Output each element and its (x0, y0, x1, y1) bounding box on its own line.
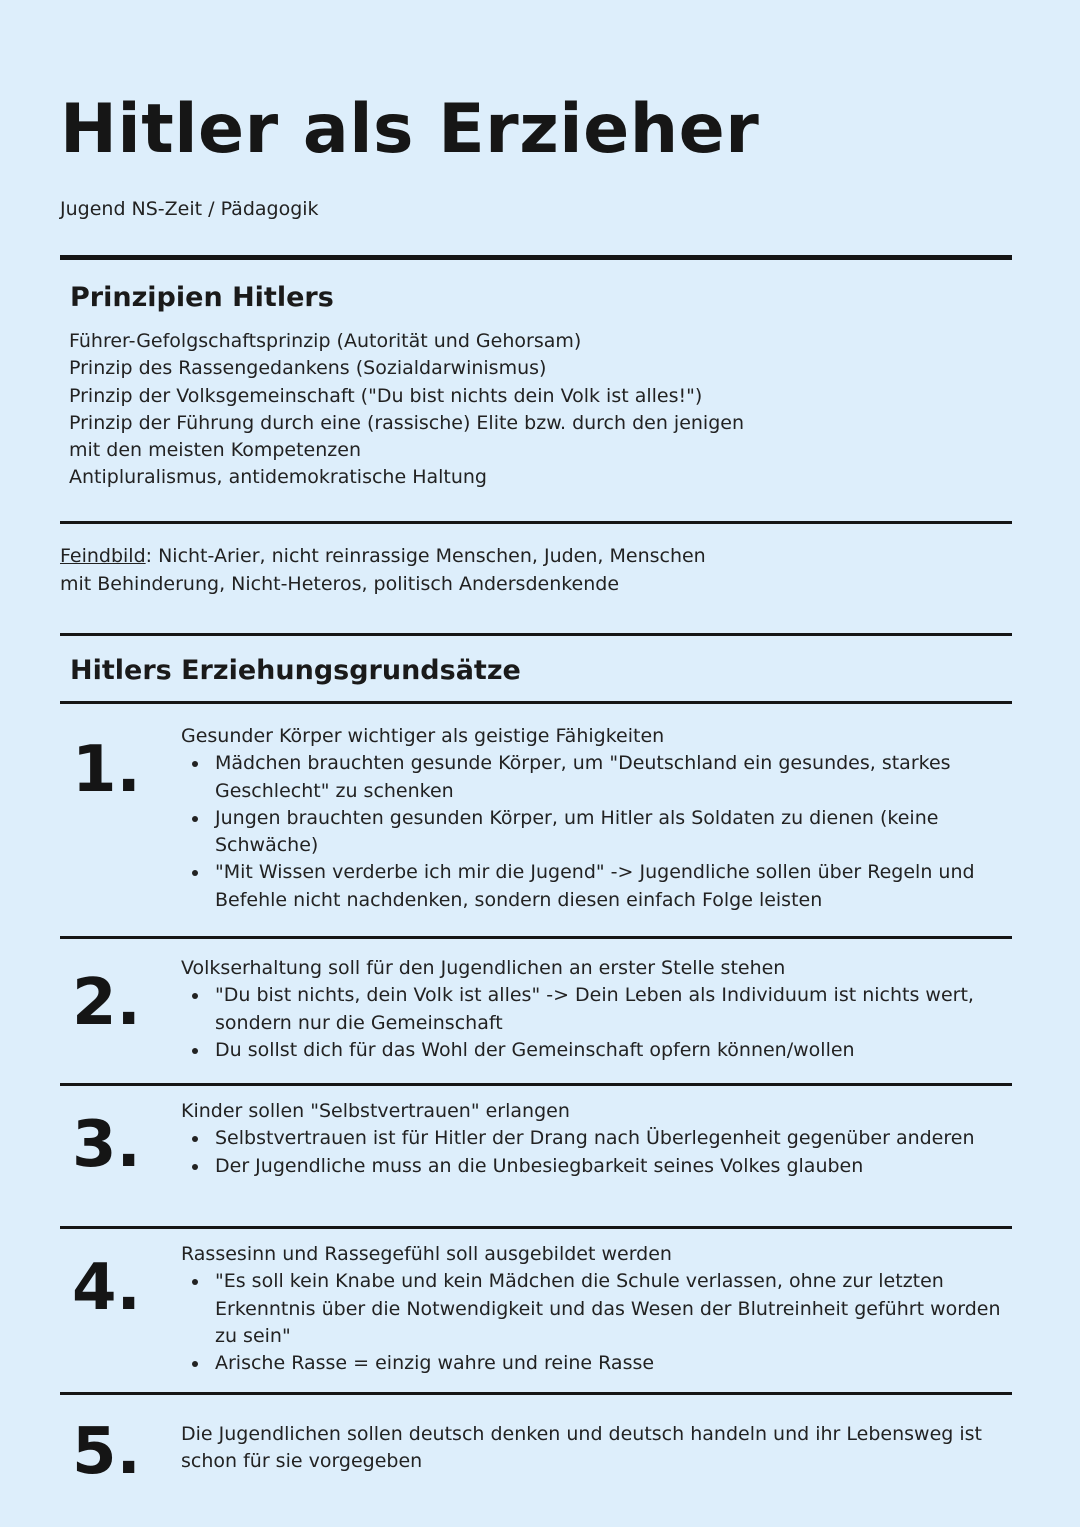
principle-line: mit den meisten Kompetenzen (69, 439, 361, 462)
item-number: 2. (72, 966, 141, 1040)
principle-line: Prinzip des Rassengedankens (Sozialdarwinismus) (69, 357, 547, 380)
feindbild-label: Feindbild (60, 545, 146, 567)
principle-item (181, 1098, 1011, 1180)
item-number: 5. (72, 1415, 141, 1489)
page-title: Hitler als Erzieher (60, 90, 760, 169)
divider (60, 1083, 1012, 1086)
item-heading: Die Jugendlichen sollen deutsch denken und deutsch handeln und ihr Lebensweg ist schon für sie vorgegeben (181, 1423, 982, 1473)
divider (60, 1392, 1012, 1395)
feindbild-section (60, 543, 706, 598)
bullet-list (181, 1268, 1011, 1377)
principles-list (69, 328, 744, 492)
item-number: 3. (72, 1108, 141, 1182)
divider (60, 936, 1012, 939)
bullet-list (181, 750, 1011, 914)
principles-heading: Prinzipien Hitlers (70, 282, 334, 313)
item-heading: Rassesinn und Rassegefühl soll ausgebildet werden (181, 1243, 672, 1265)
principle-item (181, 955, 1011, 1064)
page-subtitle: Jugend NS-Zeit / Pädagogik (60, 198, 319, 220)
item-heading: Kinder sollen "Selbstvertrauen" erlangen (181, 1100, 570, 1122)
bullet-item: Jungen brauchten gesunden Körper, um Hitler als Soldaten zu dienen (keine Schwäche) (181, 805, 1011, 860)
bullet-item: Du sollst dich für das Wohl der Gemeinschaft opfern können/wollen (181, 1037, 1011, 1064)
bullet-item: Selbstvertrauen ist für Hitler der Drang nach Überlegenheit gegenüber anderen (181, 1125, 1011, 1152)
item-heading: Gesunder Körper wichtiger als geistige Fähigkeiten (181, 725, 665, 747)
divider (60, 521, 1012, 524)
bullet-item: Der Jugendliche muss an die Unbesiegbarkeit seines Volkes glauben (181, 1153, 1011, 1180)
bullet-list (181, 982, 1011, 1064)
divider (60, 255, 1012, 260)
grundsaetze-heading: Hitlers Erziehungsgrundsätze (70, 655, 521, 686)
bullet-item: Mädchen brauchten gesunde Körper, um "Deutschland ein gesundes, starkes Geschlecht" zu schenken (181, 750, 1011, 805)
item-number: 4. (72, 1251, 141, 1325)
feindbild-text: : Nicht-Arier, nicht reinrassige Menschen, Juden, Menschen (145, 545, 706, 567)
divider (60, 701, 1012, 704)
principle-item (181, 723, 1011, 914)
divider (60, 1226, 1012, 1229)
divider (60, 633, 1012, 636)
bullet-item: "Mit Wissen verderbe ich mir die Jugend" -> Jugendliche sollen über Regeln und Befehle nicht nachdenken, sondern diesen einfach Folge leisten (181, 859, 1011, 914)
bullet-item: "Es soll kein Knabe und kein Mädchen die Schule verlassen, ohne zur letzten Erkenntnis über die Notwendigkeit und das Wesen der Blutreinheit geführt worden zu sein" (181, 1268, 1011, 1350)
principle-item (181, 1421, 1001, 1476)
principle-line: Führer-Gefolgschaftsprinzip (Autorität und Gehorsam) (69, 330, 582, 352)
item-number: 1. (72, 733, 141, 807)
principle-line: Prinzip der Führung durch eine (rassische) Elite bzw. durch den jenigen (69, 411, 745, 434)
feindbild-text: mit Behinderung, Nicht-Heteros, politisch Andersdenkende (60, 572, 620, 595)
bullet-list (181, 1125, 1011, 1180)
principle-item (181, 1241, 1011, 1377)
item-heading: Volkserhaltung soll für den Jugendlichen an erster Stelle stehen (181, 957, 786, 979)
bullet-item: Arische Rasse = einzig wahre und reine Rasse (181, 1350, 1011, 1377)
principle-line: Prinzip der Volksgemeinschaft ("Du bist nichts dein Volk ist alles!") (69, 384, 703, 407)
bullet-item: "Du bist nichts, dein Volk ist alles" -> Dein Leben als Individuum ist nichts wert, sondern nur die Gemeinschaft (181, 982, 1011, 1037)
principle-line: Antipluralismus, antidemokratische Haltung (69, 466, 487, 489)
